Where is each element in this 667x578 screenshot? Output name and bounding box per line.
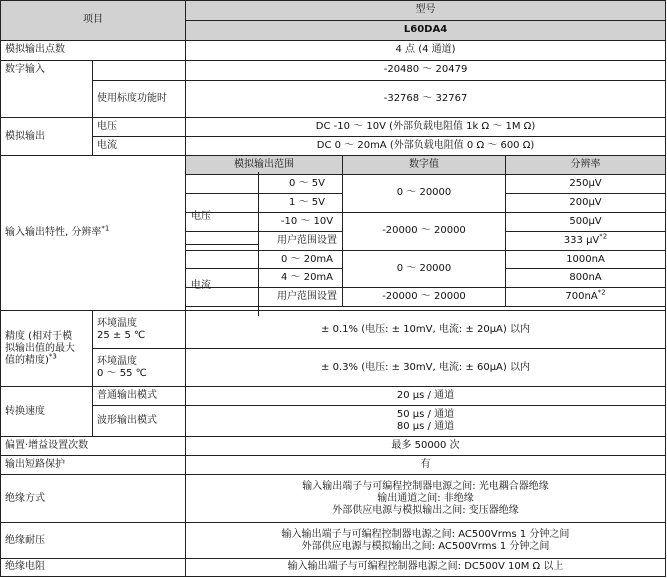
- row-value: -32768 ～ 32767: [186, 80, 666, 118]
- row-value: 最多 50000 次: [186, 437, 666, 456]
- header-model: L60DA4: [186, 20, 666, 40]
- table-row: [1, 349, 666, 387]
- table-row: [1, 558, 666, 576]
- table-row: [1, 40, 666, 60]
- label-line: [5, 352, 88, 367]
- range-text: 用户范围设置: [277, 291, 337, 303]
- header-item: 项目: [1, 1, 186, 41]
- table-row: [1, 156, 666, 175]
- row-value: DC -10 ～ 10V (外部负载电阻值 1k Ω ～ 1M Ω): [186, 118, 666, 137]
- row-value: ± 0.3% (电压: ± 30mV, 电流: ± 60μA) 以内: [186, 349, 666, 387]
- value-line: 输出通道之间: 非绝缘: [377, 492, 474, 504]
- col-header-range: 模拟输出范围: [186, 156, 343, 175]
- range-cell: [186, 175, 343, 194]
- label-line: 精度 (相对于模: [5, 330, 73, 342]
- digital-cell: -20000 ～ 20000: [343, 212, 506, 250]
- resolution-text: 700nA: [565, 291, 598, 303]
- row-value: [186, 405, 666, 436]
- value-line: 输入输出端子与可编程控制器电源之间: AC500Vrms 1 分钟之间: [281, 528, 570, 540]
- env-line: 0 ～ 55 ℃: [97, 367, 147, 379]
- row-label: 模拟输出点数: [1, 40, 186, 60]
- resolution-cell: 200μV: [506, 193, 666, 212]
- range-cell: [186, 250, 343, 269]
- resolution-cell: 500μV: [506, 212, 666, 231]
- sub-label: 波形输出模式: [93, 405, 186, 436]
- sub-label: 使用标度功能时: [93, 80, 186, 118]
- row-label: [1, 311, 93, 387]
- header-model-label: 型号: [186, 1, 666, 21]
- row-value: ± 0.1% (电压: ± 10mV, 电流: ± 20μA) 以内: [186, 311, 666, 349]
- footnote-mark: *2: [597, 288, 606, 297]
- range-text: 用户范围设置: [277, 234, 337, 246]
- resolution-cell: [506, 288, 666, 307]
- row-value: 4 点 (4 通道): [186, 40, 666, 60]
- col-header-digital: 数字值: [343, 156, 506, 175]
- row-value: -20480 ～ 20479: [186, 60, 666, 80]
- resolution-text: 333 μV: [563, 234, 600, 246]
- value-line: 外部供应电源与模拟输出之间: 变压器绝缘: [332, 504, 519, 516]
- row-label: 输出短路保护: [1, 456, 186, 475]
- env-line: 25 ± 5 ℃: [97, 329, 146, 341]
- env-line: 环境温度: [97, 317, 137, 329]
- table-row: [1, 137, 666, 156]
- value-line: 外部供应电源与模拟输出之间: AC500Vrms 1 分钟之间: [301, 540, 550, 552]
- range-text: 1 ～ 5V: [289, 196, 325, 208]
- group-separator: [185, 244, 258, 245]
- digital-cell: 0 ～ 20000: [343, 250, 506, 288]
- label-line: 拟输出值的最大: [5, 342, 75, 354]
- col-header-resolution: 分辨率: [506, 156, 666, 175]
- row-value: DC 0 ～ 20mA (外部负载电阻值 0 Ω ～ 600 Ω): [186, 137, 666, 156]
- env-line: 环境温度: [97, 355, 137, 367]
- table-row: [1, 311, 666, 349]
- row-label: 绝缘电阻: [1, 558, 186, 576]
- header-row: [1, 1, 666, 21]
- footnote-mark: *2: [599, 232, 608, 241]
- digital-cell: 0 ～ 20000: [343, 175, 506, 213]
- row-value: 有: [186, 456, 666, 475]
- label-line-text: 值的精度): [5, 354, 49, 366]
- table-row: [1, 60, 666, 80]
- resolution-cell: 250μV: [506, 175, 666, 194]
- spacer-cell: [93, 60, 186, 80]
- digital-cell: -20000 ～ 20000: [343, 288, 506, 307]
- row-label: [1, 156, 186, 311]
- table-row: [1, 386, 666, 405]
- table-row: [1, 523, 666, 559]
- resolution-cell: 1000nA: [506, 250, 666, 269]
- row-value: 20 μs / 通道: [186, 386, 666, 405]
- io-label-text: 输入输出特性, 分辨率: [5, 227, 102, 239]
- row-label: 模拟输出: [1, 118, 93, 156]
- row-label: 转换速度: [1, 386, 93, 436]
- table-row: [1, 437, 666, 456]
- current-group-label: 电流: [191, 280, 211, 291]
- group-divider: [258, 172, 259, 316]
- range-cell: [186, 231, 343, 250]
- value-line: 80 μs / 通道: [396, 421, 455, 433]
- table-row: [1, 405, 666, 436]
- sub-label: 电流: [93, 137, 186, 156]
- resolution-cell: 800nA: [506, 269, 666, 288]
- value-line: 输入输出端子与可编程控制器电源之间: 光电耦合器绝缘: [302, 480, 549, 492]
- range-text: 0 ～ 5V: [289, 178, 325, 190]
- table-row: [1, 475, 666, 523]
- footnote-mark: *3: [48, 352, 57, 361]
- row-label: 数字输入: [1, 60, 93, 118]
- row-label: 绝缘方式: [1, 475, 186, 523]
- value-line: 50 μs / 通道: [396, 409, 455, 421]
- row-label: 绝缘耐压: [1, 523, 186, 559]
- sub-label: [93, 349, 186, 387]
- voltage-group-label: 电压: [191, 211, 211, 222]
- row-value: [186, 523, 666, 559]
- row-value: 输入输出端子与可编程控制器电源之间: DC500V 10M Ω 以上: [186, 558, 666, 576]
- footnote-mark: *1: [101, 224, 110, 233]
- row-label: 偏置·增益设置次数: [1, 437, 186, 456]
- sub-label: 电压: [93, 118, 186, 137]
- sub-label: [93, 311, 186, 349]
- row-value: [186, 475, 666, 523]
- range-text: 0 ～ 20mA: [280, 253, 334, 265]
- table-row: [1, 456, 666, 475]
- sub-label: 普通输出模式: [93, 386, 186, 405]
- table-row: [1, 118, 666, 137]
- table-row: [1, 80, 666, 118]
- resolution-cell: [506, 231, 666, 250]
- range-text: -10 ～ 10V: [280, 215, 334, 227]
- range-text: 4 ～ 20mA: [280, 272, 334, 284]
